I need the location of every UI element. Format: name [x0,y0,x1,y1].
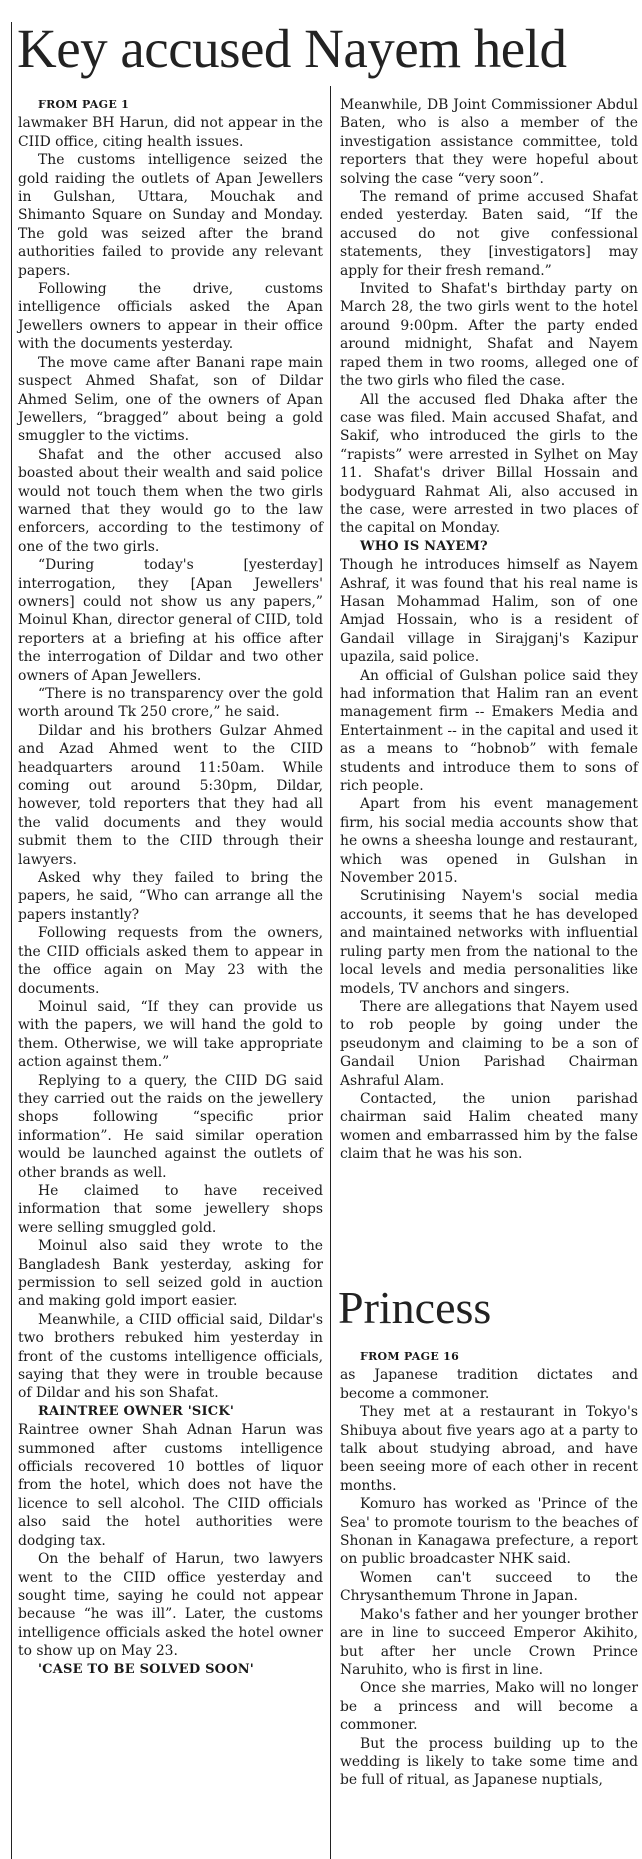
paragraph: Contacted, the union parishad chairman said Halim cheated many women and embarrassed him by the false claim that he was his son. [340,1090,638,1163]
paragraph: On the behalf of Harun, two lawyers went to the CIID office yesterday and sought time, saying he could not appear because “he was ill”. Later, the customs intelligence officials asked the hotel owner to show up on May 23. [18,1551,323,1660]
paragraph: Invited to Shafat's birthday party on March 28, the two girls went to the hotel around 9:00pm. After the party ended around midnight, Shafat and Nayem raped them in two rooms, alleged one of the two girls who filed the case. [340,281,638,390]
paragraph: Moinul said, “If they can provide us with the papers, we will hand the gold to them. Otherwise, we will take appropriate action against them.” [18,998,323,1071]
paragraph: Following requests from the owners, the CIID officials asked them to appear in the office again on May 23 with the documents. [18,925,323,997]
jump-from-page-1: FROM PAGE 1 [38,98,130,111]
left-border-rule [11,22,12,1859]
paragraph: They met at a restaurant in Tokyo's Shibuya about five years ago at a party to talk about studying abroad, and have been seeing more of each other in recent months. [340,1404,638,1494]
paragraph: Once she marries, Mako will no longer be a princess and will become a commoner. [340,1680,638,1734]
subhead-raintree-owner: RAINTREE OWNER 'SICK' [38,1403,234,1419]
paragraph: Meanwhile, a CIID official said, Dildar's two brothers rebuked him yesterday in front of the customs intelligence officials, saying that they were in trouble because of Dildar and his son Shafat. [18,1311,323,1402]
headline-princess: Princess [338,1282,492,1333]
paragraph: The remand of prime accused Shafat ended yesterday. Baten said, “If the accused do not give confessional statements, they [investigators] may apply for their fresh remand.” [340,189,638,279]
paragraph: Dildar and his brothers Gulzar Ahmed and Azad Ahmed went to the CIID headquarters around 11:50am. While coming out around 5:30pm, Dildar, however, told reporters that they had all the valid documents and they would submit them to the CIID through their lawyers. [18,722,323,868]
paragraph: There are allegations that Nayem used to rob people by going under the pseudonym and claiming to be a son of Gandail Union Parishad Chairman Ashraful Alam. [340,998,638,1089]
paragraph: The customs intelligence seized the gold raiding the outlets of Apan Jewellers in Gulshan, Uttara, Mouchak and Shimanto Square on Sunday and Monday. The gold was seized after the brand authorities failed to provide any relevant papers. [18,152,323,279]
paragraph: “During today's [yesterday] interrogation, they [Apan Jewellers' owners] could not show us any papers,” Moinul Khan, director general of CIID, told reporters at a briefing at his office after the interrogation of Dildar and two other owners of Apan Jewellers. [18,557,323,684]
paragraph: Though he introduces himself as Nayem Ashraf, it was found that his real name is Hasan Mohammad Halim, son of one Amjad Hossain, who is a resident of Gandail village in Sirajganj's Kazipur upazila, said police. [340,557,638,666]
paragraph: The move came after Banani rape main suspect Ahmed Shafat, son of Dildar Ahmed Selim, one of the owners of Apan Jewellers, “bragged” about being a gold smuggler to the victims. [18,354,323,445]
paragraph: But the process building up to the wedding is likely to take some time and be full of ritual, as Japanese nuptials, [340,1735,638,1789]
paragraph: Komuro has worked as 'Prince of the Sea' to promote tourism to the beaches of Shonan in Kanagawa prefecture, a report on public broadcaster NHK said. [340,1496,638,1568]
column-divider-rule [330,86,331,1859]
paragraph: Meanwhile, DB Joint Commissioner Abdul Baten, who is also a member of the investigation assistance committee, told reporters that they were hopeful about solving the case “very soon”. [340,97,638,187]
paragraph: lawmaker BH Harun, did not appear in the CIID office, citing health issues. [18,115,323,150]
paragraph: Following the drive, customs intelligence officials asked the Apan Jewellers owners to appear in their office with the documents yesterday. [18,281,323,353]
paragraph: Scrutinising Nayem's social media accounts, it seems that he has developed and maintained networks with influential ruling party men from the national to the local levels and media personalities like models, TV anchors and singers. [340,888,638,997]
paragraph: Mako's father and her younger brother are in line to succeed Emperor Akihito, but after her uncle Crown Prince Naruhito, who is first in line. [340,1606,638,1678]
article1-left-column [18,96,323,1679]
subhead-who-is-nayem: WHO IS NAYEM? [360,538,488,554]
paragraph: Moinul also said they wrote to the Bangladesh Bank yesterday, asking for permission to sell seized gold in auction and making gold import easier. [18,1238,323,1310]
paragraph: He claimed to have received information that some jewellery shops were selling smuggled gold. [18,1182,323,1236]
paragraph: Shafat and the other accused also boasted about their wealth and said police would not touch them when the two girls warned that they would go to the law enforcers, according to the testimony of one of the two girls. [18,446,323,555]
article1-right-column [340,96,638,1164]
article2-column [340,1348,638,1790]
paragraph: Asked why they failed to bring the papers, he said, “Who can arrange all the papers instantly? [18,870,323,923]
paragraph: Replying to a query, the CIID DG said they carried out the raids on the jewellery shops following “specific prior information”. He said similar operation would be launched against the outlets of other brands as well. [18,1072,323,1181]
paragraph: Apart from his event management firm, his social media accounts show that he owns a sheesha lounge and restaurant, which was opened in Gulshan in November 2015. [340,796,638,887]
paragraph: Women can't succeed to the Chrysanthemum Throne in Japan. [340,1569,638,1605]
paragraph: An official of Gulshan police said they had information that Halim ran an event management firm -- Emakers Media and Entertainment -- in the capital and used it as a means to “hobnob” with female students and introduce them to sons of rich people. [340,667,638,795]
headline-key-accused: Key accused Nayem held [17,18,567,79]
paragraph: Raintree owner Shah Adnan Harun was summoned after customs intelligence officials recovered 10 bottles of liquor from the hotel, which does not have the licence to sell alcohol. The CIID officials also said the hotel authorities were dodging tax. [18,1422,323,1549]
paragraph: “There is no transparency over the gold worth around Tk 250 crore,” he said. [18,686,323,721]
jump-from-page-16: FROM PAGE 16 [360,1350,460,1363]
paragraph: All the accused fled Dhaka after the case was filed. Main accused Shafat, and Sakif, who introduced the girls to the “rapists” were arrested in Sylhet on May 11. Shafat's driver Billal Hossain and bodyguard Rahmat Ali, also accused in the case, were arrested in two places of the capital on Monday. [340,391,638,537]
subhead-case-solved: 'CASE TO BE SOLVED SOON' [38,1661,254,1677]
paragraph: as Japanese tradition dictates and become a commoner. [340,1367,638,1402]
